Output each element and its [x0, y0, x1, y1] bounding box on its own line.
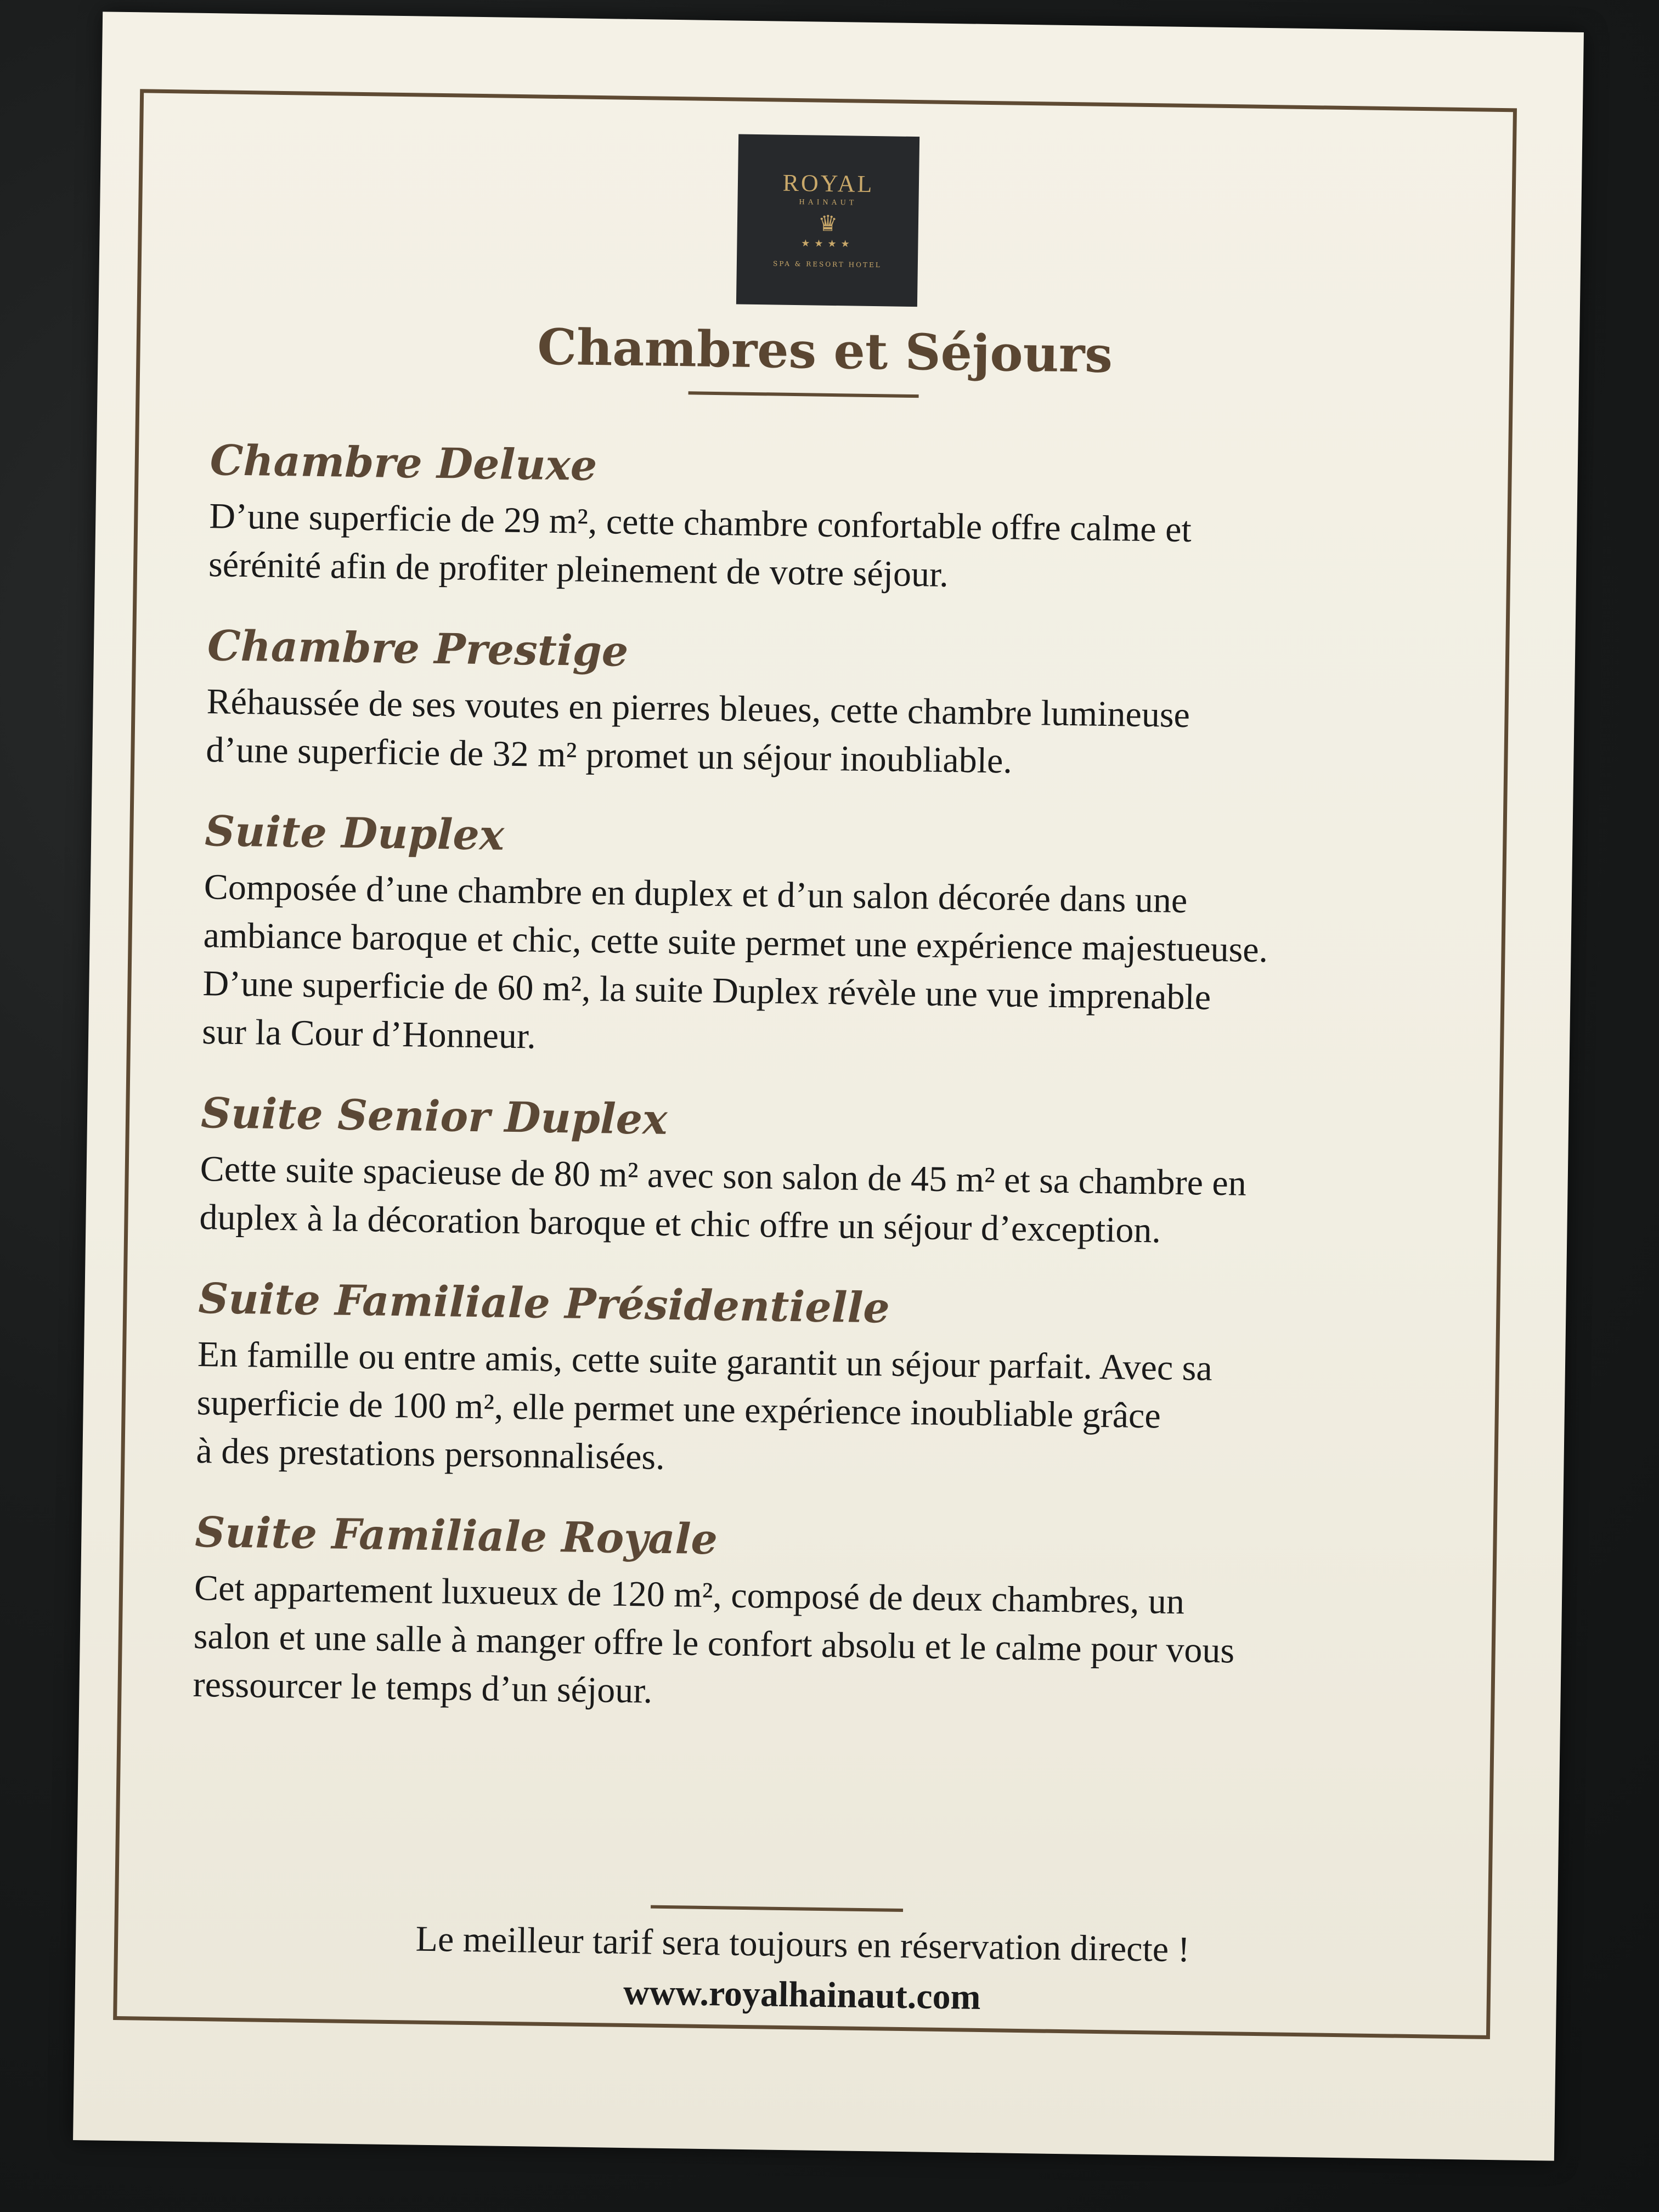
footer-divider — [651, 1905, 903, 1912]
website-url: www.royalhainaut.com — [623, 1972, 981, 2018]
room-name: Chambre Deluxe — [210, 436, 597, 490]
description-line: ressourcer le temps d’un séjour. — [193, 1664, 653, 1711]
hotel-stars: ★★★★ — [801, 238, 854, 250]
description-line: à des prestations personnalisées. — [196, 1430, 665, 1477]
logo-tagline: SPA & RESORT HOTEL — [772, 259, 882, 269]
room-description — [206, 678, 1458, 792]
brochure-sheet — [73, 12, 1584, 2160]
description-line: D’une superficie de 29 m², cette chambre confortable offre calme et — [208, 496, 1192, 550]
room-entry-suite-senior-duplex — [199, 1087, 1452, 1259]
description-line: Cet appartement luxueux de 120 m², composé de deux chambres, un — [194, 1567, 1185, 1622]
description-line: ambiance baroque et chic, cette suite permet une expérience majestueuse. — [203, 915, 1268, 970]
description-line: Réhaussée de ses voutes en pierres bleues, cette chambre lumineuse — [206, 681, 1190, 736]
room-entry-prestige — [206, 619, 1459, 792]
page-title: Chambres et Séjours — [537, 318, 1113, 385]
room-description — [199, 1145, 1451, 1259]
room-entry-deluxe — [208, 434, 1462, 606]
room-entry-suite-duplex — [202, 805, 1456, 1074]
room-description — [208, 492, 1460, 606]
description-line: d’une superficie de 32 m² promet un séjour inoubliable. — [205, 730, 1013, 781]
description-line: Cette suite spacieuse de 80 m² avec son salon de 45 m² et sa chambre en — [200, 1149, 1247, 1204]
brochure-border-frame — [113, 89, 1517, 2039]
footer-tagline: Le meilleur tarif sera toujours en réservation directe ! — [415, 1918, 1190, 1970]
room-description — [202, 863, 1455, 1074]
room-entry-suite-royale — [193, 1506, 1446, 1726]
description-line: duplex à la décoration baroque et chic offre un séjour d’exception. — [199, 1197, 1161, 1251]
logo-sub-text: HAINAUT — [799, 198, 857, 207]
description-line: superficie de 100 m², elle permet une expérience inoubliable grâce — [196, 1382, 1161, 1436]
description-line: sur la Cour d’Honneur. — [201, 1012, 537, 1057]
title-divider — [689, 391, 919, 398]
room-name: Suite Duplex — [204, 806, 505, 860]
description-line: sérénité afin de profiter pleinement de votre séjour. — [208, 544, 949, 595]
royal-hainaut-logo — [736, 134, 919, 307]
room-name: Suite Senior Duplex — [200, 1088, 668, 1144]
room-name: Suite Familiale Royale — [194, 1507, 718, 1564]
room-list — [192, 434, 1461, 1757]
room-name: Suite Familiale Présidentielle — [198, 1274, 890, 1333]
logo-brand-text: ROYAL — [782, 169, 874, 198]
description-line: Composée d’une chambre en duplex et d’un salon décorée dans une — [204, 867, 1188, 921]
room-description — [193, 1564, 1445, 1726]
room-name: Chambre Prestige — [207, 621, 629, 676]
description-line: D’une superficie de 60 m², la suite Duplex révèle une vue imprenable — [202, 963, 1211, 1018]
crown-icon: ♛ — [817, 211, 838, 237]
room-description — [196, 1330, 1448, 1493]
room-entry-suite-presidentielle — [196, 1272, 1449, 1493]
description-line: En famille ou entre amis, cette suite garantit un séjour parfait. Avec sa — [197, 1334, 1213, 1389]
description-line: salon et une salle à manger offre le confort absolu et le calme pour vous — [193, 1616, 1235, 1671]
